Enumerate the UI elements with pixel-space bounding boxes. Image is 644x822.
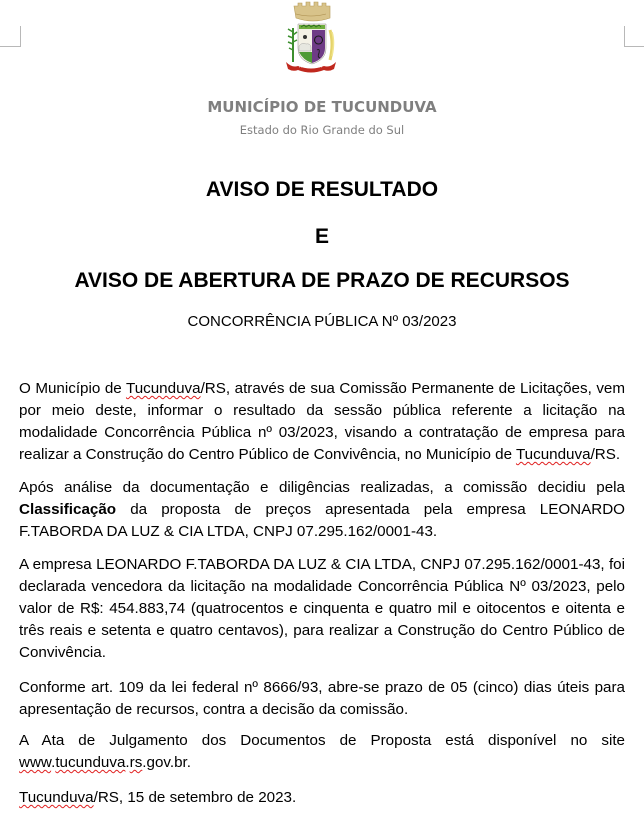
title-conjunction: E	[314, 225, 329, 248]
crop-mark-top-left	[0, 26, 21, 47]
spellcheck-word[interactable]: tucunduva	[55, 754, 126, 771]
title-aviso-resultado: AVISO DE RESULTADO	[205, 178, 439, 201]
text: .	[51, 754, 56, 771]
text: A Ata de Julgamento dos Documentos de Proposta está disponível no site	[19, 732, 625, 749]
paragraph-appeal-deadline: Conforme art. 109 da lei federal nº 8666/93, abre-se prazo de 05 (cinco) dias úteis para apresentação de recursos, contra a decisão da comissão.	[19, 679, 625, 718]
text: /RS, através de sua Comissão Permanente de Licitações, vem por meio deste, informar o resultado da sessão pública referente a licitação na modalidade Concorrência Pública nº 03/2023, visando a contratação de empresa para realizar a Construção do Centro Público de Convivência, no Município de	[19, 380, 626, 463]
spellcheck-word[interactable]: rs	[129, 754, 143, 771]
text: /RS, 15 de setembro de 2023.	[93, 789, 297, 806]
text: .gov.br.	[142, 754, 191, 771]
paragraph-ata-site	[19, 730, 625, 774]
document-body	[19, 378, 625, 809]
paragraph-winner: A empresa LEONARDO F.TABORDA DA LUZ & CIA LTDA, CNPJ 07.295.162/0001-43, foi declarada vencedora da licitação na modalidade Concorrência Pública Nº 03/2023, pelo valor de R$: 454.883,74 (quatrocentos e cinquenta e quatro mil e oitocentos e oitenta e três reais e setenta e quatro centavos), para realizar a Construção do Centro Público de Convivência.	[19, 556, 625, 661]
spellcheck-word[interactable]: www	[19, 754, 52, 771]
crop-mark-top-right	[624, 26, 644, 47]
spellcheck-word[interactable]: Tucunduva	[515, 446, 591, 463]
text: .	[125, 754, 130, 771]
subtitle-concorrencia: CONCORRÊNCIA PÚBLICA Nº 03/2023	[187, 313, 457, 330]
title-aviso-prazo-recursos: AVISO DE ABERTURA DE PRAZO DE RECURSOS	[74, 269, 570, 292]
text: O Município de	[19, 380, 126, 397]
spellcheck-word[interactable]: Tucunduva	[125, 380, 201, 397]
paragraph-date-place	[19, 787, 625, 809]
spellcheck-word[interactable]: Tucunduva	[19, 789, 94, 806]
coat-of-arms-logo	[281, 0, 341, 78]
paragraph-classification	[19, 477, 625, 543]
text: da proposta de preços apresentada pela empresa LEONARDO F.TABORDA DA LUZ & CIA LTDA, CNPJ 07.295.162/0001-43.	[19, 501, 625, 540]
bold-classificacao: Classificação	[19, 501, 117, 518]
state-name: Estado do Rio Grande do Sul	[239, 123, 405, 137]
municipality-name: MUNICÍPIO DE TUCUNDUVA	[207, 98, 437, 116]
paragraph-intro	[19, 378, 625, 466]
text: Após análise da documentação e diligências realizadas, a comissão decidiu pela	[19, 479, 625, 496]
text: /RS.	[590, 446, 621, 463]
